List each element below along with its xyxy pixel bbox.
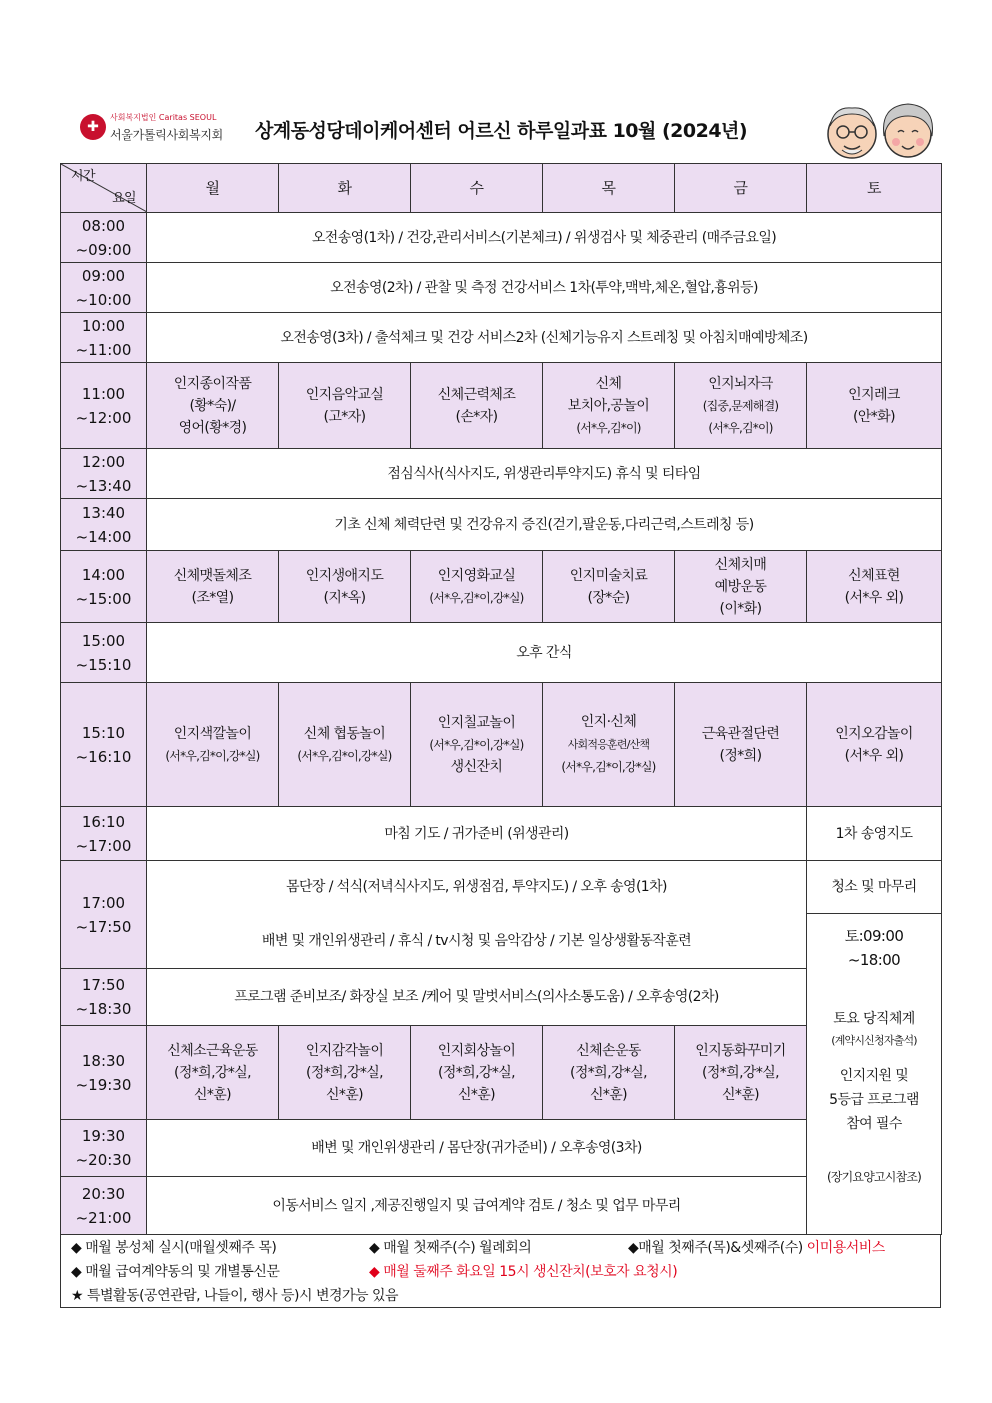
activity-cell: 오전송영(1차) / 건강,관리서비스(기본체크) / 위생검사 및 체중관리 (매주금요일) — [147, 213, 942, 263]
note-monthly-communion: ◆ 매월 봉성체 실시(매월셋째주 목) — [71, 1240, 277, 1256]
time-cell: 15:00 ~15:10 — [61, 623, 147, 683]
table-row — [61, 499, 942, 551]
activity-cell: 오전송영(3차) / 출석체크 및 건강 서비스2차 (신체기능유지 스트레칭 및 아침치매예방체조) — [147, 313, 942, 363]
saturday-info-cell — [807, 914, 942, 1235]
table-row — [61, 683, 942, 807]
saturday-hours: 토:09:00 ~18:00 — [844, 927, 904, 969]
activity-cell: 프로그램 준비보조/ 화장실 보조 /케어 및 말벗서비스(의사소통도움) / 오후송영(2차) — [147, 969, 807, 1026]
caritas-logo — [80, 110, 240, 150]
corner-cell — [61, 164, 147, 213]
table-row — [61, 807, 942, 861]
day-header-wed: 수 — [411, 164, 543, 213]
day-header-tue: 화 — [279, 164, 411, 213]
program-cell-thu: 인지미술치료 (장*순) — [543, 551, 675, 623]
activity-cell: 오전송영(2차) / 관찰 및 측정 건강서비스 1차(투약,맥박,체온,혈압,흉위등) — [147, 263, 942, 313]
saturday-cell: 청소 및 마무리 — [807, 861, 942, 914]
program-cell-fri: 신체치매 예방운동 (이*화) — [675, 551, 807, 623]
table-row — [61, 313, 942, 363]
time-cell: 08:00 ~09:00 — [61, 213, 147, 263]
activity-cell: 마침 기도 / 귀가준비 (위생관리) — [147, 807, 807, 861]
corner-time-label: 시간 — [71, 169, 95, 184]
program-cell-tue: 신체 협동놀이 (서*우,김*이,강*실) — [279, 683, 411, 807]
table-row — [61, 861, 942, 914]
activity-cell: 오후 간식 — [147, 623, 942, 683]
time-cell: 11:00 ~12:00 — [61, 363, 147, 449]
activity-cell: 배변 및 개인위생관리 / 휴식 / tv시청 및 음악감상 / 기본 일상생활동작훈련 — [147, 914, 807, 969]
program-cell-mon: 신체맷돌체조 (조*열) — [147, 551, 279, 623]
saturday-cell: 1차 송영지도 — [807, 807, 942, 861]
activity-cell: 이동서비스 일지 ,제공진행일지 및 급여계약 검토 / 청소 및 업무 마무리 — [147, 1177, 807, 1235]
page-title: 상계동성당데이케어센터 어르신 하루일과표 10월 (2024년) — [255, 120, 748, 142]
table-row — [61, 449, 942, 499]
table-row — [61, 263, 942, 313]
day-header-fri: 금 — [675, 164, 807, 213]
program-cell-wed: 인지영화교실 (서*우,김*이,강*실) — [411, 551, 543, 623]
program-cell-sat: 인지오감놀이 (서*우 외) — [807, 683, 942, 807]
time-cell: 15:10 ~16:10 — [61, 683, 147, 807]
program-cell-thu: 인지·신체 사회적응훈련/산책 (서*우,김*이,강*실) — [543, 683, 675, 807]
table-row — [61, 213, 942, 263]
program-cell-fri: 인지동화꾸미기 (정*희,강*실, 신*훈) — [675, 1026, 807, 1120]
program-cell-tue: 인지생애지도 (지*옥) — [279, 551, 411, 623]
saturday-duty: 토요 당직체계 — [833, 1011, 915, 1027]
time-cell: 17:50 ~18:30 — [61, 969, 147, 1026]
saturday-reference: (장기요양고시참조) — [826, 1170, 922, 1184]
program-cell-mon: 인지색깔놀이 (서*우,김*이,강*실) — [147, 683, 279, 807]
note-special-activity: ★ 특별활동(공연관람, 나들이, 행사 등)시 변경가능 있음 — [71, 1288, 399, 1304]
program-cell-wed: 신체근력체조 (손*자) — [411, 363, 543, 449]
time-cell: 12:00 ~13:40 — [61, 449, 147, 499]
program-cell-fri: 근육관절단련 (정*희) — [675, 683, 807, 807]
saturday-duty-note: (계약시신청자출석) — [831, 1034, 917, 1047]
day-header-sat: 토 — [807, 164, 942, 213]
program-cell-mon: 인지종이작품 (황*숙)/ 영어(황*경) — [147, 363, 279, 449]
program-cell-sat: 신체표현 (서*우 외) — [807, 551, 942, 623]
day-header-thu: 목 — [543, 164, 675, 213]
time-cell: 17:00 ~17:50 — [61, 861, 147, 969]
note-monthly-meeting: ◆ 매월 첫째주(수) 월례회의 — [369, 1240, 532, 1256]
program-cell-thu: 신체손운동 (정*희,강*실, 신*훈) — [543, 1026, 675, 1120]
activity-cell: 몸단장 / 석식(저녁식사지도, 위생점검, 투약지도) / 오후 송영(1차) — [147, 861, 807, 914]
elderly-couple-icon — [818, 96, 942, 162]
program-cell-tue: 인지감각놀이 (정*희,강*실, 신*훈) — [279, 1026, 411, 1120]
program-cell-wed: 인지회상놀이 (정*희,강*실, 신*훈) — [411, 1026, 543, 1120]
time-cell: 14:00 ~15:00 — [61, 551, 147, 623]
activity-cell: 기초 신체 체력단련 및 건강유지 증진(걷기,팔운동,다리근력,스트레칭 등) — [147, 499, 942, 551]
program-cell-thu: 신체 보치아,공놀이 (서*우,김*이) — [543, 363, 675, 449]
table-row — [61, 914, 942, 969]
time-cell: 19:30 ~20:30 — [61, 1120, 147, 1177]
note-birthday-party: ◆ 매월 둘째주 화요일 15시 생신잔치(보호자 요청시) — [369, 1264, 678, 1280]
table-row — [61, 363, 942, 449]
activity-cell: 배변 및 개인위생관리 / 몸단장(귀가준비) / 오후송영(3차) — [147, 1120, 807, 1177]
logo-name: 서울가톨릭사회복지회 — [110, 128, 223, 142]
program-cell-sat: 인지레크 (안*화) — [807, 363, 942, 449]
day-header-mon: 월 — [147, 164, 279, 213]
activity-cell: 점심식사(식사지도, 위생관리투약지도) 휴식 및 티타임 — [147, 449, 942, 499]
note-contract-consent: ◆ 매월 급여계약동의 및 개별통신문 — [71, 1264, 280, 1280]
table-row — [61, 551, 942, 623]
time-cell: 13:40 ~14:00 — [61, 499, 147, 551]
header — [60, 96, 940, 162]
time-cell: 20:30 ~21:00 — [61, 1177, 147, 1235]
program-cell-fri: 인지뇌자극 (집중,문제해결) (서*우,김*이) — [675, 363, 807, 449]
program-cell-tue: 인지음악교실 (고*자) — [279, 363, 411, 449]
corner-day-label: 요일 — [112, 191, 136, 206]
time-cell: 10:00 ~11:00 — [61, 313, 147, 363]
time-cell: 16:10 ~17:00 — [61, 807, 147, 861]
logo-subtitle: 사회복지법인 Caritas SEOUL — [110, 113, 217, 122]
schedule-table — [60, 163, 942, 1235]
program-cell-mon: 신체소근육운동 (정*희,강*실, 신*훈) — [147, 1026, 279, 1120]
table-header-row — [61, 164, 942, 213]
table-row — [61, 623, 942, 683]
time-cell: 18:30 ~19:30 — [61, 1026, 147, 1120]
notes-box — [60, 1235, 941, 1308]
time-cell: 09:00 ~10:00 — [61, 263, 147, 313]
program-cell-wed: 인지칠교놀이 (서*우,김*이,강*실) 생신잔치 — [411, 683, 543, 807]
caritas-cross-icon: ✚ — [80, 114, 106, 140]
note-haircut-service: ◆매월 첫째주(목)&셋째주(수) 이미용서비스 — [628, 1240, 885, 1256]
saturday-required: 인지지원 및 5등급 프로그램 참여 필수 — [829, 1068, 919, 1132]
